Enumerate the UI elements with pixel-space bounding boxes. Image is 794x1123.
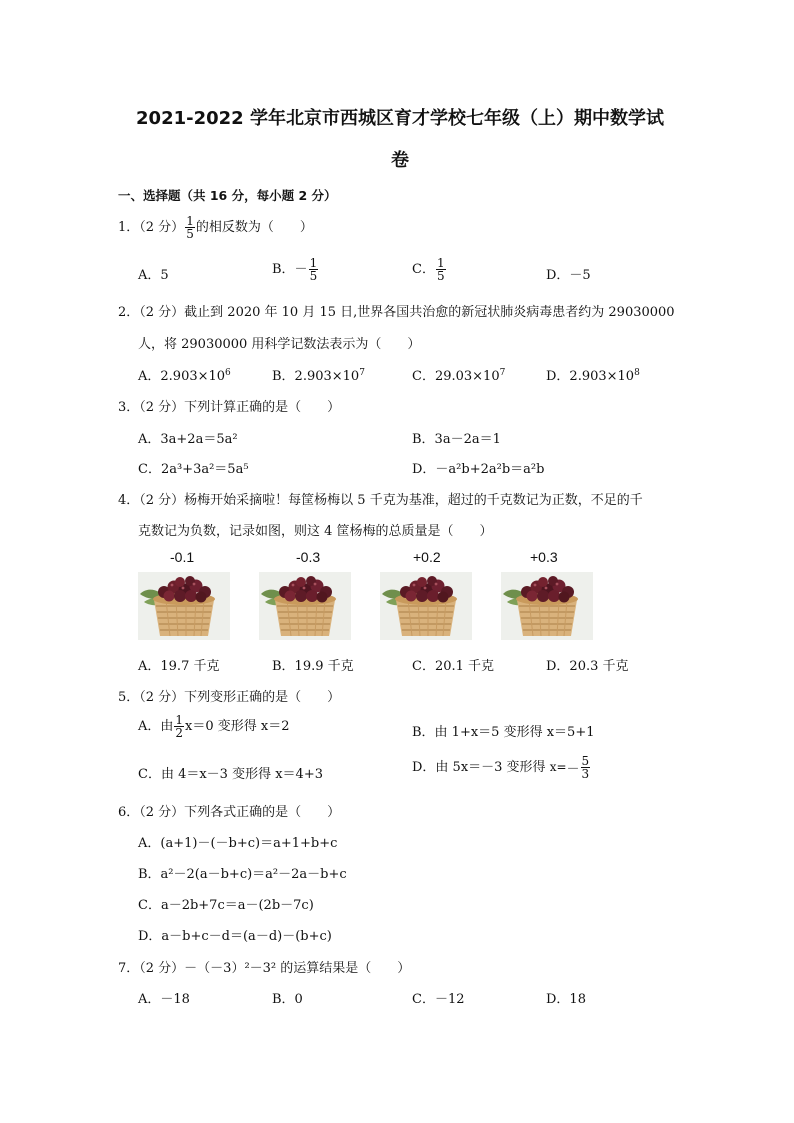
question-4-line2: 克数记为负数，记录如图，则这 4 筐杨梅的总质量是（ ） bbox=[138, 524, 493, 539]
q5-option-a: A．由 $\frac{1}{2}$ x＝0 变形得 x＝2 bbox=[138, 713, 290, 740]
question-2-line2: 人，将 29030000 用科学记数法表示为（ ） bbox=[138, 337, 421, 352]
section-heading: 一、选择题（共 16 分，每小题 2 分） bbox=[118, 188, 337, 203]
q4-option-b: B．19.9 千克 bbox=[272, 659, 354, 674]
basket-label-1: -0.1 bbox=[170, 549, 195, 565]
q5-option-c: C．由 4＝x－3 变形得 x＝4+3 bbox=[138, 767, 323, 782]
q3-option-b: B．3a－2a＝1 bbox=[412, 432, 501, 447]
question-1 bbox=[118, 215, 313, 240]
q1-option-b: B．－ $\frac{1}{5}$ bbox=[272, 256, 318, 283]
fraction: $\frac{1}{5}$ bbox=[309, 256, 318, 283]
q6-option-d: D．a－b+c－d＝(a－d)－(b+c) bbox=[138, 929, 332, 944]
q6-option-b: B．a²－2(a－b+c)＝a²－2a－b+c bbox=[138, 867, 347, 882]
q5-option-d: D．由 5x＝－3 变形得 x=－ $\frac{5}{3}$ bbox=[412, 754, 590, 781]
page-title-line2: 卷 bbox=[391, 150, 409, 171]
fraction: $\frac{1}{5}$ bbox=[186, 214, 194, 241]
q4-option-a: A．19.7 千克 bbox=[138, 659, 220, 674]
basket-label-2: -0.3 bbox=[296, 549, 321, 565]
q2-option-d: D．$2.903\times 10^8$ bbox=[546, 368, 640, 384]
q7-option-b: B．0 bbox=[272, 992, 303, 1007]
bayberry-basket-image bbox=[259, 572, 351, 640]
q2-option-a: A．$2.903\times 10^6$ bbox=[138, 368, 231, 384]
q4-option-d: D．20.3 千克 bbox=[546, 659, 629, 674]
question-1-stem: 的相反数为（ ） bbox=[195, 220, 313, 235]
q6-option-c: C．a－2b+7c＝a－(2b－7c) bbox=[138, 898, 314, 913]
question-4-line1: 4．（2 分）杨梅开始采摘啦！每筐杨梅以 5 千克为基准，超过的千克数记为正数，不足的千 bbox=[118, 493, 643, 508]
q1-option-a: A．5 bbox=[138, 268, 169, 283]
question-3: 3．（2 分）下列计算正确的是（ ） bbox=[118, 400, 341, 415]
q7-option-d: D．18 bbox=[546, 992, 586, 1007]
fraction: $\frac{1}{2}$ bbox=[175, 713, 184, 740]
fraction: $\frac{1}{5}$ bbox=[436, 256, 445, 283]
q3-option-c: C．2a³+3a²＝5a⁵ bbox=[138, 462, 249, 477]
q6-option-a: A．(a+1)－(－b+c)＝a+1+b+c bbox=[138, 836, 338, 851]
q3-option-a: A．3a+2a＝5a² bbox=[138, 432, 238, 447]
q3-option-d: D．－a²b+2a²b＝a²b bbox=[412, 462, 545, 477]
q1-option-d: D．－5 bbox=[546, 268, 591, 283]
question-2-line1: 2．（2 分）截止到 2020 年 10 月 15 日,世界各国共治愈的新冠状肺炎病毒患者约为 29030000 bbox=[118, 305, 675, 320]
question-7: 7．（2 分）－（－3）²－3² 的运算结果是（ ） bbox=[118, 961, 411, 976]
q5-option-b: B．由 1+x＝5 变形得 x＝5+1 bbox=[412, 725, 595, 740]
question-6: 6．（2 分）下列各式正确的是（ ） bbox=[118, 805, 341, 820]
q1-option-c: C． $\frac{1}{5}$ bbox=[412, 256, 445, 283]
fraction: $\frac{5}{3}$ bbox=[581, 754, 590, 781]
q2-option-b: B．$2.903\times 10^7$ bbox=[272, 368, 365, 384]
page-title-line1: 2021-2022 学年北京市西城区育才学校七年级（上）期中数学试 bbox=[136, 108, 664, 129]
basket-label-4: +0.3 bbox=[530, 549, 558, 565]
question-1-prefix: 1．（2 分） bbox=[118, 220, 185, 235]
basket-label-3: +0.2 bbox=[413, 549, 441, 565]
question-5: 5．（2 分）下列变形正确的是（ ） bbox=[118, 690, 341, 705]
bayberry-basket-image bbox=[501, 572, 593, 640]
bayberry-basket-image bbox=[138, 572, 230, 640]
q7-option-c: C．－12 bbox=[412, 992, 465, 1007]
q2-option-c: C．$29.03\times 10^7$ bbox=[412, 368, 506, 384]
q7-option-a: A．－18 bbox=[138, 992, 190, 1007]
bayberry-basket-image bbox=[380, 572, 472, 640]
q4-option-c: C．20.1 千克 bbox=[412, 659, 495, 674]
